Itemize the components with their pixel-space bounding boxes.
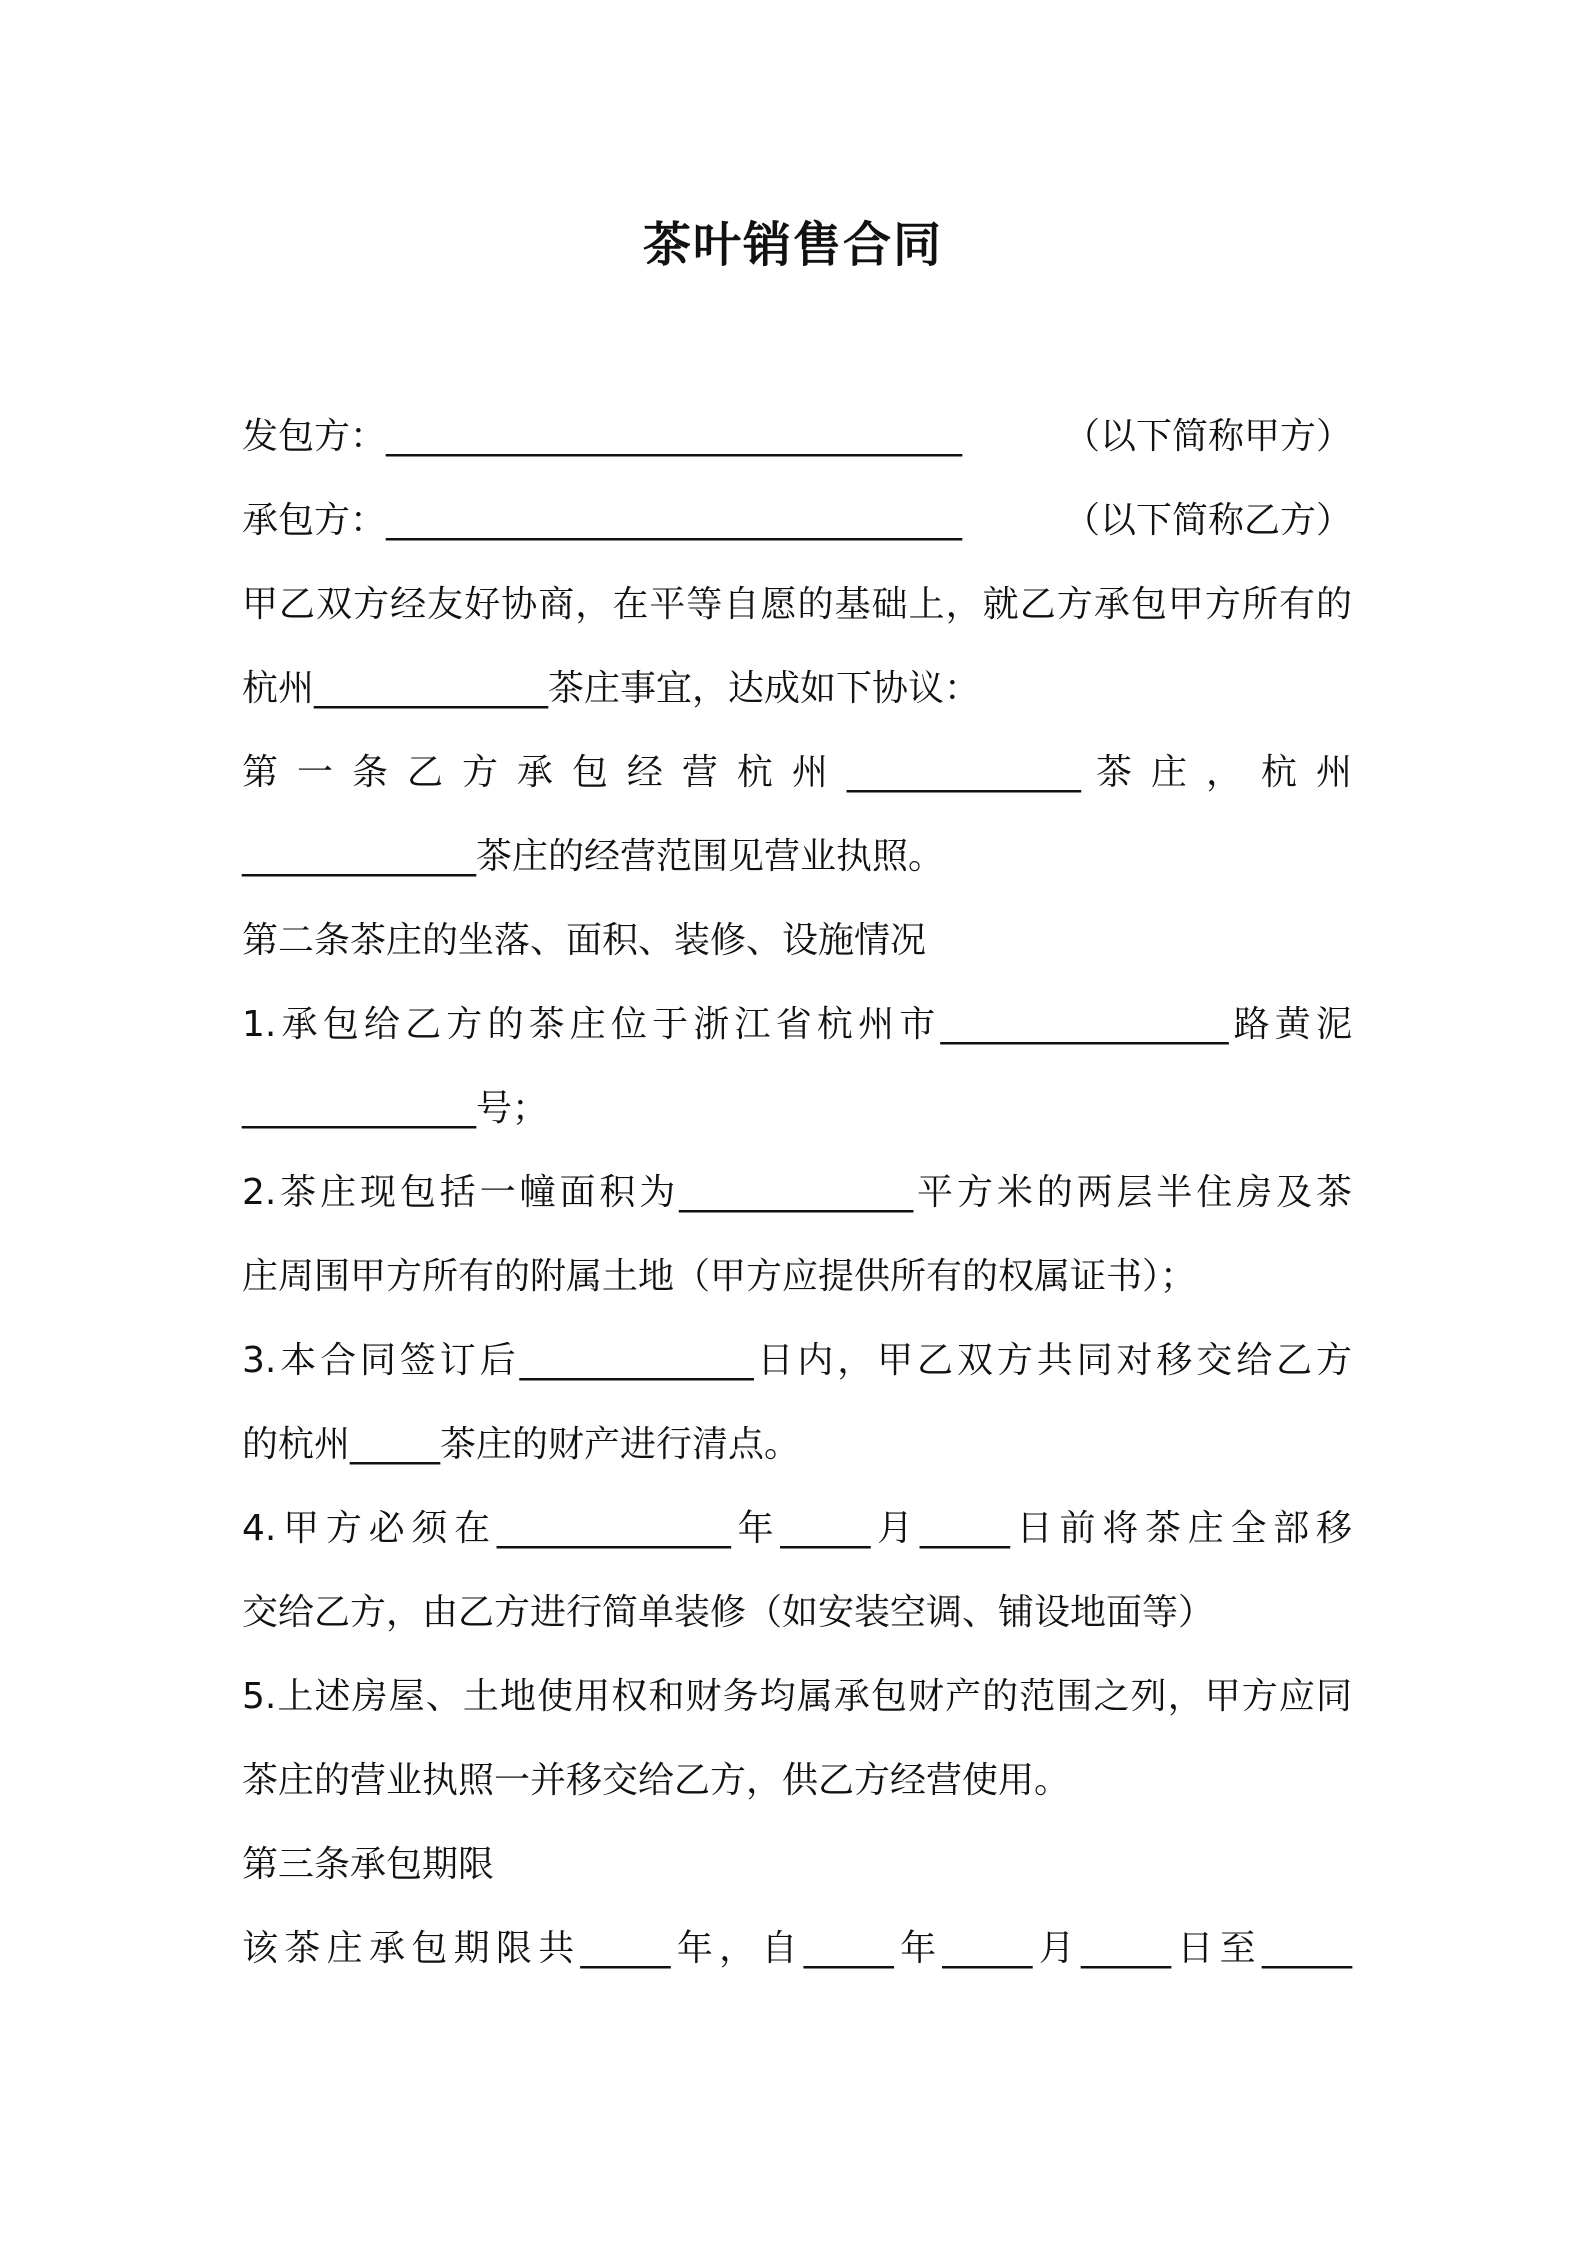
article-1-line-2: _____________茶庄的经营范围见营业执照。 (242, 836, 945, 877)
clause-3-line-1: 3.本合同签订后_____________日内，甲乙双方共同对移交给乙方 (242, 1340, 1352, 1381)
clause-3-line-2: 的杭州_____茶庄的财产进行清点。 (242, 1424, 801, 1465)
document-title: 茶叶销售合同 (642, 217, 943, 273)
article-1-line-1: 第 一 条 乙 方 承 包 经 营 杭 州 _____________ 茶 庄 ， 杭 州 (242, 752, 1353, 793)
intro-line-2: 杭州_____________茶庄事宜，达成如下协议： (242, 668, 981, 709)
article-3-heading: 第三条承包期限 (242, 1844, 495, 1885)
party-b-field: 承包方：________________________________ (242, 500, 963, 541)
clause-2-line-2: 庄周围甲方所有的附属土地（甲方应提供所有的权属证书）； (242, 1256, 1197, 1297)
clause-2-line-1: 2.茶庄现包括一幢面积为_____________平方米的两层半住房及茶 (242, 1172, 1352, 1213)
party-a-line (242, 412, 1352, 462)
clause-5-line-1: 5.上述房屋、土地使用权和财务均属承包财产的范围之列，甲方应同 (242, 1676, 1352, 1717)
clause-4-line-2: 交给乙方，由乙方进行简单装修（如安装空调、铺设地面等） (242, 1592, 1215, 1633)
article-2-heading: 第二条茶庄的坐落、面积、装修、设施情况 (242, 920, 927, 961)
term-line: 该茶庄承包期限共_____年，自_____年_____月_____日至_____ (242, 1928, 1352, 1969)
clause-4-line-1: 4.甲方必须在_____________年_____月_____日前将茶庄全部移 (242, 1508, 1352, 1549)
clause-1-line-1: 1.承包给乙方的茶庄位于浙江省杭州市________________路黄泥 (242, 1004, 1352, 1045)
clause-5-line-2: 茶庄的营业执照一并移交给乙方，供乙方经营使用。 (242, 1760, 1071, 1801)
party-a-alias: （以下简称甲方） (1063, 416, 1352, 457)
party-b-line (242, 496, 1352, 546)
clause-1-line-2: _____________号； (242, 1088, 549, 1129)
party-b-alias: （以下简称乙方） (1063, 500, 1352, 541)
intro-line-1: 甲乙双方经友好协商，在平等自愿的基础上，就乙方承包甲方所有的 (242, 584, 1352, 625)
party-a-field: 发包方：________________________________ (242, 416, 963, 457)
